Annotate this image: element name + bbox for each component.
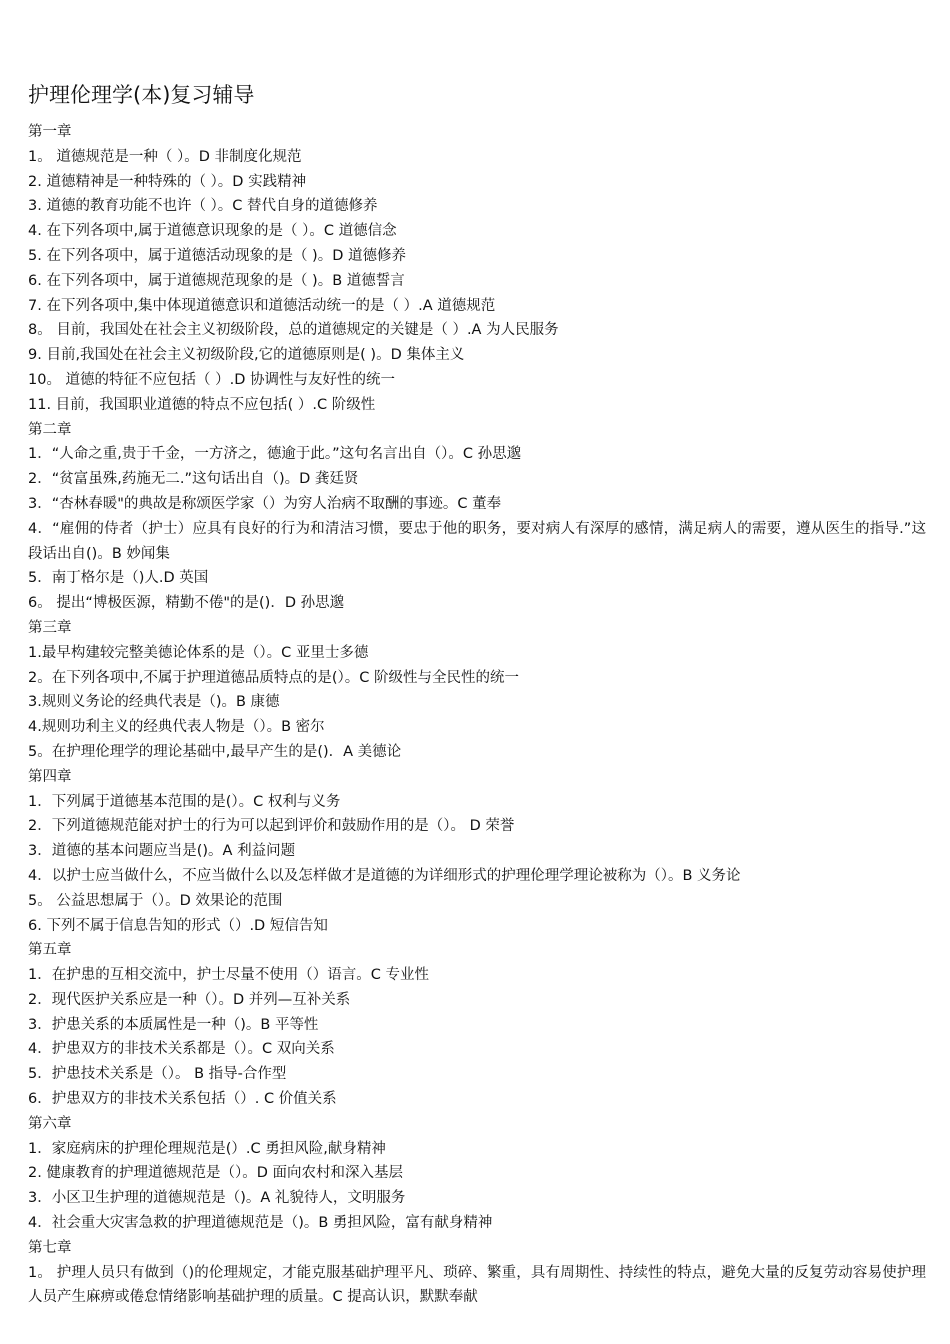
question-item: 3．“杏林春暖"的典故是称颂医学家（）为穷人治病不取酬的事迹。C 董奉 bbox=[28, 495, 502, 512]
question-item: 6. 在下列各项中，属于道德规范现象的是（ )。B 道德誓言 bbox=[28, 272, 405, 289]
document-title: 护理伦理学(本)复习辅导 bbox=[28, 83, 255, 107]
question-item: 1．家庭病床的护理伦理规范是(）.C 勇担风险,献身精神 bbox=[28, 1140, 386, 1157]
question-item: 7. 在下列各项中,集中体现道德意识和道德活动统一的是（ ）.A 道德规范 bbox=[28, 297, 496, 314]
question-item: 3.规则义务论的经典代表是（)。B 康德 bbox=[28, 694, 280, 711]
question-item: 5．南丁格尔是（)人.D 英国 bbox=[28, 570, 209, 587]
chapter-heading: 第三章 bbox=[28, 619, 72, 636]
chapter-heading: 第四章 bbox=[28, 768, 72, 785]
question-item: 2．下列道德规范能对护士的行为可以起到评价和鼓励作用的是（）。 D 荣誉 bbox=[28, 818, 515, 835]
question-item: 4．社会重大灾害急救的护理道德规范是（)。B 勇担风险，富有献身精神 bbox=[28, 1215, 493, 1232]
question-item: 1。 道德规范是一种（ ）。D 非制度化规范 bbox=[28, 148, 302, 165]
question-item: 9. 目前,我国处在社会主义初级阶段,它的道德原则是( )。D 集体主义 bbox=[28, 347, 465, 364]
question-item: 5。 公益思想属于（）。D 效果论的范围 bbox=[28, 892, 283, 909]
question-item: 1．“人命之重,贵于千金，一方济之，德逾于此。”这句名言出自（）。C 孙思邈 bbox=[28, 446, 522, 463]
question-item: 2. 道德精神是一种特殊的（ ）。D 实践精神 bbox=[28, 173, 307, 190]
chapter-heading: 第一章 bbox=[28, 124, 72, 140]
question-item: 11. 目前，我国职业道德的特点不应包括( ）.C 阶级性 bbox=[28, 396, 376, 413]
question-item: 3．护患关系的本质属性是一种（)。B 平等性 bbox=[28, 1016, 319, 1033]
question-item: 5。在护理伦理学的理论基础中,最早产生的是()．A 美德论 bbox=[28, 743, 402, 760]
question-item: 1．在护患的互相交流中，护士尽量不使用（）语言。C 专业性 bbox=[28, 967, 429, 984]
chapter-heading: 第五章 bbox=[28, 942, 72, 959]
question-item: 5. 在下列各项中，属于道德活动现象的是（ )。D 道德修养 bbox=[28, 247, 406, 264]
question-item: 2．现代医护关系应是一种（）。D 并列—互补关系 bbox=[28, 991, 351, 1008]
question-item: 10。 道德的特征不应包括（ ）.D 协调性与友好性的统一 bbox=[28, 371, 396, 388]
question-item: 2。在下列各项中,不属于护理道德品质特点的是(）。C 阶级性与全民性的统一 bbox=[28, 669, 519, 686]
question-item: 4．护患双方的非技术关系都是（）。C 双向关系 bbox=[28, 1041, 335, 1058]
chapter-heading: 第六章 bbox=[28, 1115, 72, 1132]
question-item: 1．下列属于道德基本范围的是(）。C 权利与义务 bbox=[28, 793, 341, 810]
question-item: 4．以护士应当做什么，不应当做什么以及怎样做才是道德的为详细形式的护理伦理学理论被称为（）。B 义务论 bbox=[28, 867, 741, 884]
question-item: 1.最早构建较完整美德论体系的是（）。C 亚里士多德 bbox=[28, 644, 369, 661]
question-item: 1。 护理人员只有做到（)的伦理规定，才能克服基础护理平凡、琐碎、繁重，具有周期性、持续性的特点，避免大量的反复劳动容易使护理人员产生麻痹或倦怠情绪影响基础护理的质量。C 提高认识，默默奉献 bbox=[28, 1264, 926, 1306]
chapter-heading: 第七章 bbox=[28, 1239, 72, 1256]
question-item: 4.规则功利主义的经典代表人物是（）。B 密尔 bbox=[28, 719, 325, 736]
question-item: 3．小区卫生护理的道德规范是（)。A 礼貌待人，文明服务 bbox=[28, 1190, 406, 1207]
question-item: 6. 下列不属于信息告知的形式（）.D 短信告知 bbox=[28, 917, 328, 934]
question-item: 3．道德的基本问题应当是()。A 利益问题 bbox=[28, 843, 296, 860]
question-item: 8。 目前，我国处在社会主义初级阶段，总的道德规定的关键是（ ）.A 为人民服务 bbox=[28, 322, 559, 339]
chapter-heading: 第二章 bbox=[28, 421, 72, 438]
question-item: 2. 健康教育的护理道德规范是（）。D 面向农村和深入基层 bbox=[28, 1165, 403, 1182]
question-item: 2．“贫富虽殊,药施无二.”这句话出自（)。D 龚廷贤 bbox=[28, 471, 359, 488]
question-item: 5．护患技术关系是（）。 B 指导-合作型 bbox=[28, 1066, 287, 1083]
question-item: 4．“雇佣的侍者（护士）应具有良好的行为和清洁习惯，要忠于他的职务，要对病人有深厚的感情，满足病人的需要，遵从医生的指导.”这段话出自()。B 妙闻集 bbox=[28, 520, 926, 562]
question-item: 6．护患双方的非技术关系包括（）. C 价值关系 bbox=[28, 1091, 337, 1108]
question-item: 3. 道德的教育功能不也许（ ）。C 替代自身的道德修养 bbox=[28, 198, 378, 215]
document-page bbox=[28, 80, 926, 1310]
document-content bbox=[28, 120, 926, 1310]
question-item: 4. 在下列各项中,属于道德意识现象的是（ ）。C 道德信念 bbox=[28, 223, 397, 240]
question-item: 6。 提出“博极医源，精勤不倦"的是()．D 孙思邈 bbox=[28, 595, 345, 612]
